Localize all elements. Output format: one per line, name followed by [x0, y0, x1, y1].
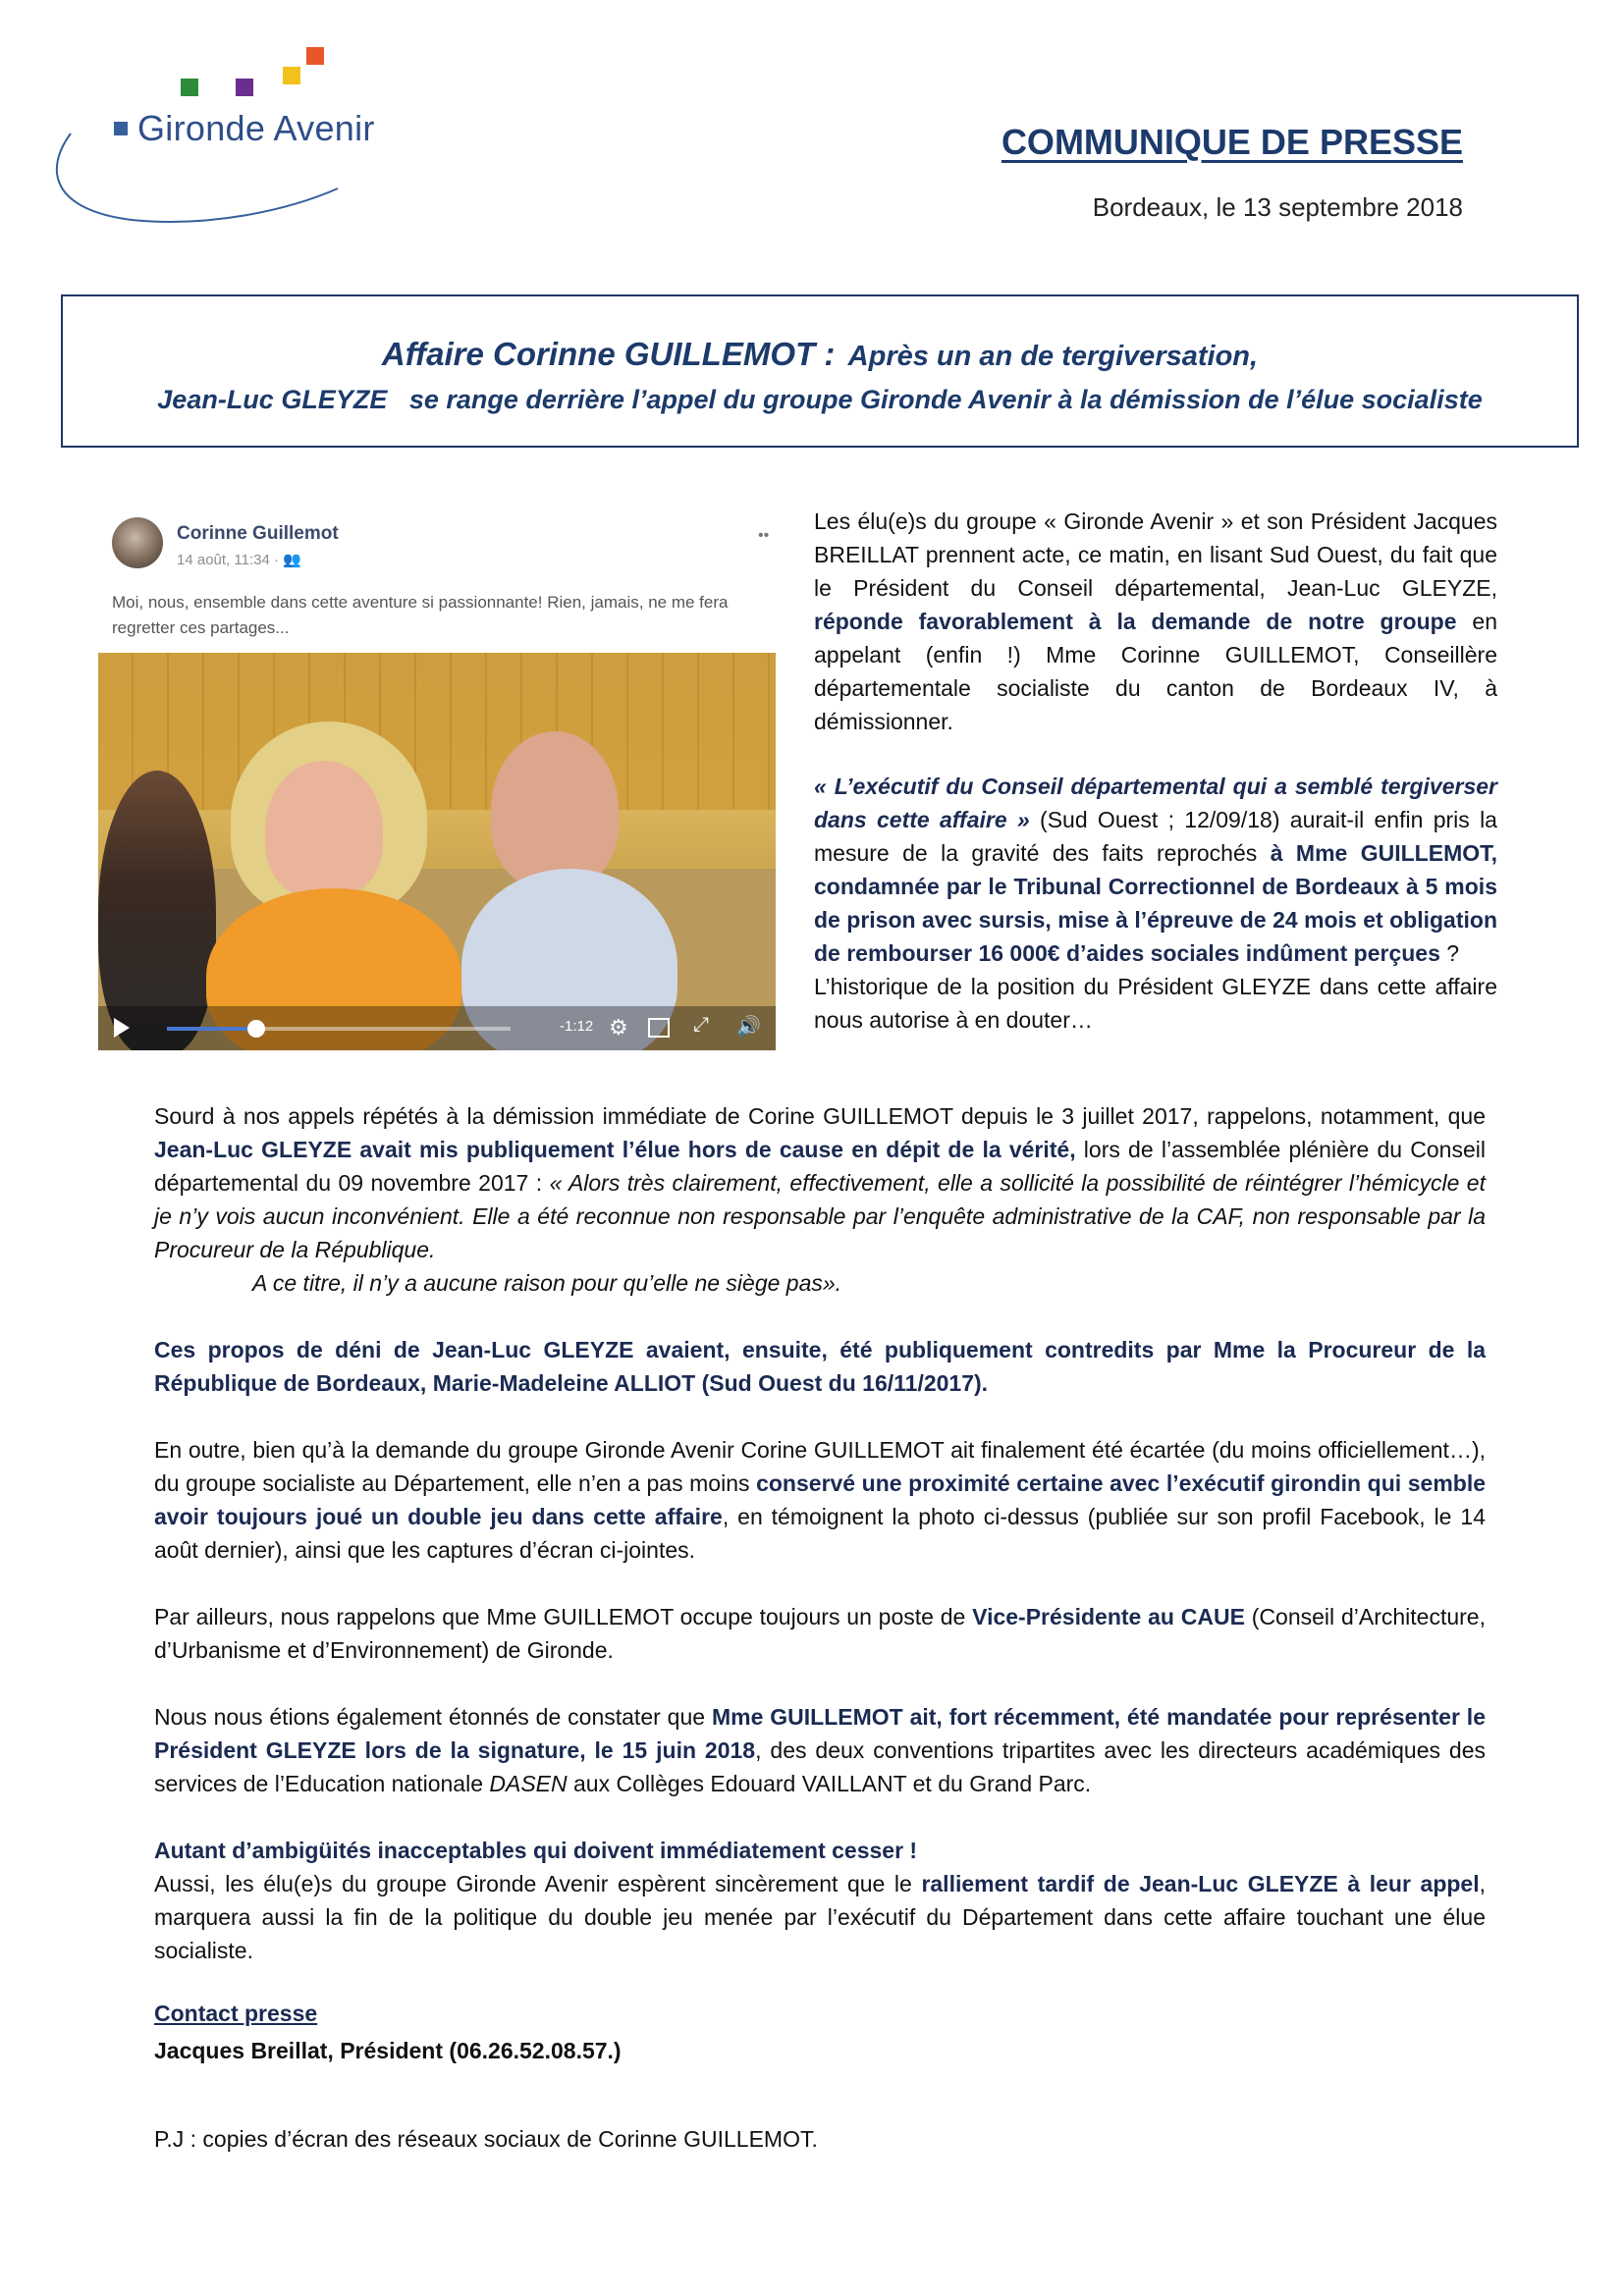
headline-line-1 [63, 336, 1577, 373]
headline-name: Jean-Luc GLEYZE [157, 385, 388, 414]
paragraph-intro-bold: réponde favorablement à la demande de notre groupe [814, 609, 1457, 634]
facebook-post-screenshot [98, 506, 776, 1050]
more-dots-icon: •• [758, 527, 770, 544]
proximity-bold: conservé une proximité certaine avec l’exécutif girondin qui semble avoir toujours joué un double jeu dans cette affaire [154, 1470, 1487, 1529]
denial-text: Ces propos de déni de Jean-Luc GLEYZE avaient, ensuite, été publiquement contredits par Mme la Procureur de la République de Bordeaux, Marie-Madeleine ALLIOT (Sud Ouest du 16/11/2017). [154, 1337, 1486, 1396]
gleyze-quote: « Alors très clairement, effectivement, elle a sollicité la possibilité de réintégrer l’hémicycle et je n’y vois aucun inconvénient. Elle a été reconnue non responsable par l’enquête administrative de la CAF, non responsable par la Procureur de la République. [154, 1170, 1486, 1262]
video-controls [98, 1006, 776, 1050]
volume-icon[interactable]: 🔊 [736, 1016, 761, 1038]
logo-text: Gironde Avenir [137, 108, 375, 148]
executive-quote-source: (Sud Ouest ; 12/09/18) aurait-il enfin pris la mesure de la gravité des faits reprochés [814, 807, 1497, 866]
logo-square-yellow [283, 67, 300, 84]
video-progress-bar[interactable] [167, 1027, 511, 1031]
logo-square-green [181, 79, 198, 96]
mandate-text-end: aux Collèges Edouard VAILLANT et du Grand Parc. [567, 1771, 1092, 1796]
paragraph-executive-quote [814, 770, 1497, 1037]
attachment-note: P.J : copies d’écran des réseaux sociaux de Corinne GUILLEMOT. [154, 2126, 818, 2152]
facebook-video [98, 653, 776, 1050]
picture-in-picture-icon[interactable] [648, 1018, 670, 1038]
fullscreen-icon[interactable]: ⤢ [693, 1014, 709, 1036]
mandate-text-2: , des deux conventions tripartites avec les directeurs académiques des services de l’Education nationale [154, 1737, 1486, 1796]
paragraph-denial [154, 1333, 1486, 1400]
gleyze-quote-end: A ce titre, il n’y a aucune raison pour qu’elle ne siège pas». [252, 1270, 842, 1296]
mandate-text: Nous nous étions également étonnés de constater que [154, 1704, 712, 1730]
gear-icon[interactable]: ⚙ [609, 1015, 628, 1040]
caue-bold: Vice-Présidente au CAUE [972, 1604, 1245, 1629]
paragraph-intro-text: Les élu(e)s du groupe « Gironde Avenir » et son Président Jacques BREILLAT prennent acte, ce matin, en lisant Sud Ouest, du fait que le Président du Conseil départemental, Jean-Luc GLEYZE, [814, 508, 1497, 601]
headline-line-2 [63, 385, 1577, 415]
press-release-date: Bordeaux, le 13 septembre 2018 [1092, 192, 1463, 222]
dasen: DASEN [489, 1771, 568, 1796]
play-icon[interactable] [114, 1018, 130, 1038]
paragraph-conclusion [154, 1834, 1486, 1967]
caue-text: Par ailleurs, nous rappelons que Mme GUILLEMOT occupe toujours un poste de [154, 1604, 973, 1629]
paragraph-appeals [154, 1099, 1486, 1300]
question-mark: ? [1439, 940, 1460, 966]
video-person-center-face [265, 761, 383, 898]
logo-square-orange [306, 47, 324, 65]
headline-box [61, 294, 1579, 448]
paragraph-intro-text-end: en appelant (enfin !) Mme Corinne GUILLEMOT, Conseillère départementale socialiste du canton de Bordeaux IV, à démissionner. [814, 609, 1497, 734]
appeals-text-2: lors de l’assemblée plénière du Conseil départemental du 09 novembre 2017 : [154, 1137, 1486, 1196]
avatar [112, 517, 163, 568]
appeals-text: Sourd à nos appels répétés à la démission immédiate de Corine GUILLEMOT depuis le 3 juillet 2017, rappelons, notamment, que [154, 1103, 1486, 1129]
executive-quote: « L’exécutif du Conseil départemental qui a semblé tergiverser dans cette affaire » [814, 774, 1497, 832]
proximity-text: En outre, bien qu’à la demande du groupe Gironde Avenir Corine GUILLEMOT ait finalement été écartée (du moins officiellement…), du groupe socialiste au Département, elle n’en a pas moins [154, 1437, 1486, 1496]
facebook-post-author: Corinne Guillemot [177, 523, 339, 544]
history-doubt: L’historique de la position du Président GLEYZE dans cette affaire nous autorise à en douter… [814, 974, 1497, 1033]
video-progress-handle[interactable] [247, 1020, 265, 1038]
gironde-avenir-logo [43, 43, 375, 240]
appeals-bold: Jean-Luc GLEYZE avait mis publiquement l’élue hors de cause en dépit de la vérité, [154, 1137, 1076, 1162]
conviction-details: à Mme GUILLEMOT, condamnée par le Tribunal Correctionnel de Bordeaux à 5 mois de prison avec sursis, mise à l’épreuve de 24 mois et obligation de rembourser 16 000€ d’aides sociales indûment perçues [814, 840, 1498, 966]
proximity-text-end: , en témoignent la photo ci-dessus (publiée sur son profil Facebook, le 14 août dernier), ainsi que les captures d’écran ci-jointes. [154, 1504, 1486, 1563]
facebook-post-timestamp: 14 août, 11:34 · 👥 [177, 552, 301, 568]
video-person-right-head [491, 731, 619, 888]
caue-text-end: (Conseil d’Architecture, d’Urbanisme et d’Environnement) de Gironde. [154, 1604, 1486, 1663]
conclusion-text-end: , marquera aussi la fin de la politique du double jeu menée par l’exécutif du Département dans cette affaire touchant une élue socialiste. [154, 1871, 1486, 1963]
contact-line: Jacques Breillat, Président (06.26.52.08.57.) [154, 2038, 622, 2063]
paragraph-proximity [154, 1433, 1486, 1567]
video-background-wall [98, 653, 776, 810]
conclusion-text: Aussi, les élu(e)s du groupe Gironde Avenir espèrent sincèrement que le [154, 1871, 922, 1896]
contact-title: Contact presse [154, 2001, 318, 2026]
logo-square-purple [236, 79, 253, 96]
video-progress-fill [167, 1027, 256, 1031]
paragraph-mandate [154, 1700, 1486, 1800]
video-duration: -1:12 [560, 1018, 594, 1035]
headline-affair: Affaire Corinne GUILLEMOT : [381, 336, 836, 372]
conclusion-heading: Autant d’ambigüités inacceptables qui doivent immédiatement cesser ! [154, 1838, 918, 1863]
headline-subtitle: Après un an de tergiversation, [847, 341, 1259, 372]
mandate-bold: Mme GUILLEMOT ait, fort récemment, été mandatée pour représenter le Président GLEYZE lors de la signature, le 15 juin 2018 [154, 1704, 1486, 1763]
logo-swoosh [43, 112, 357, 230]
headline-statement: se range derrière l’appel du groupe Gironde Avenir à la démission de l’élue socialiste [408, 385, 1483, 414]
press-release-title: COMMUNIQUE DE PRESSE [1001, 122, 1463, 162]
paragraph-intro [814, 505, 1497, 738]
conclusion-bold: ralliement tardif de Jean-Luc GLEYZE à leur appel [921, 1871, 1480, 1896]
paragraph-caue [154, 1600, 1486, 1667]
facebook-post-text: Moi, nous, ensemble dans cette aventure si passionnante! Rien, jamais, ne me fera regretter ces partages... [112, 593, 729, 637]
